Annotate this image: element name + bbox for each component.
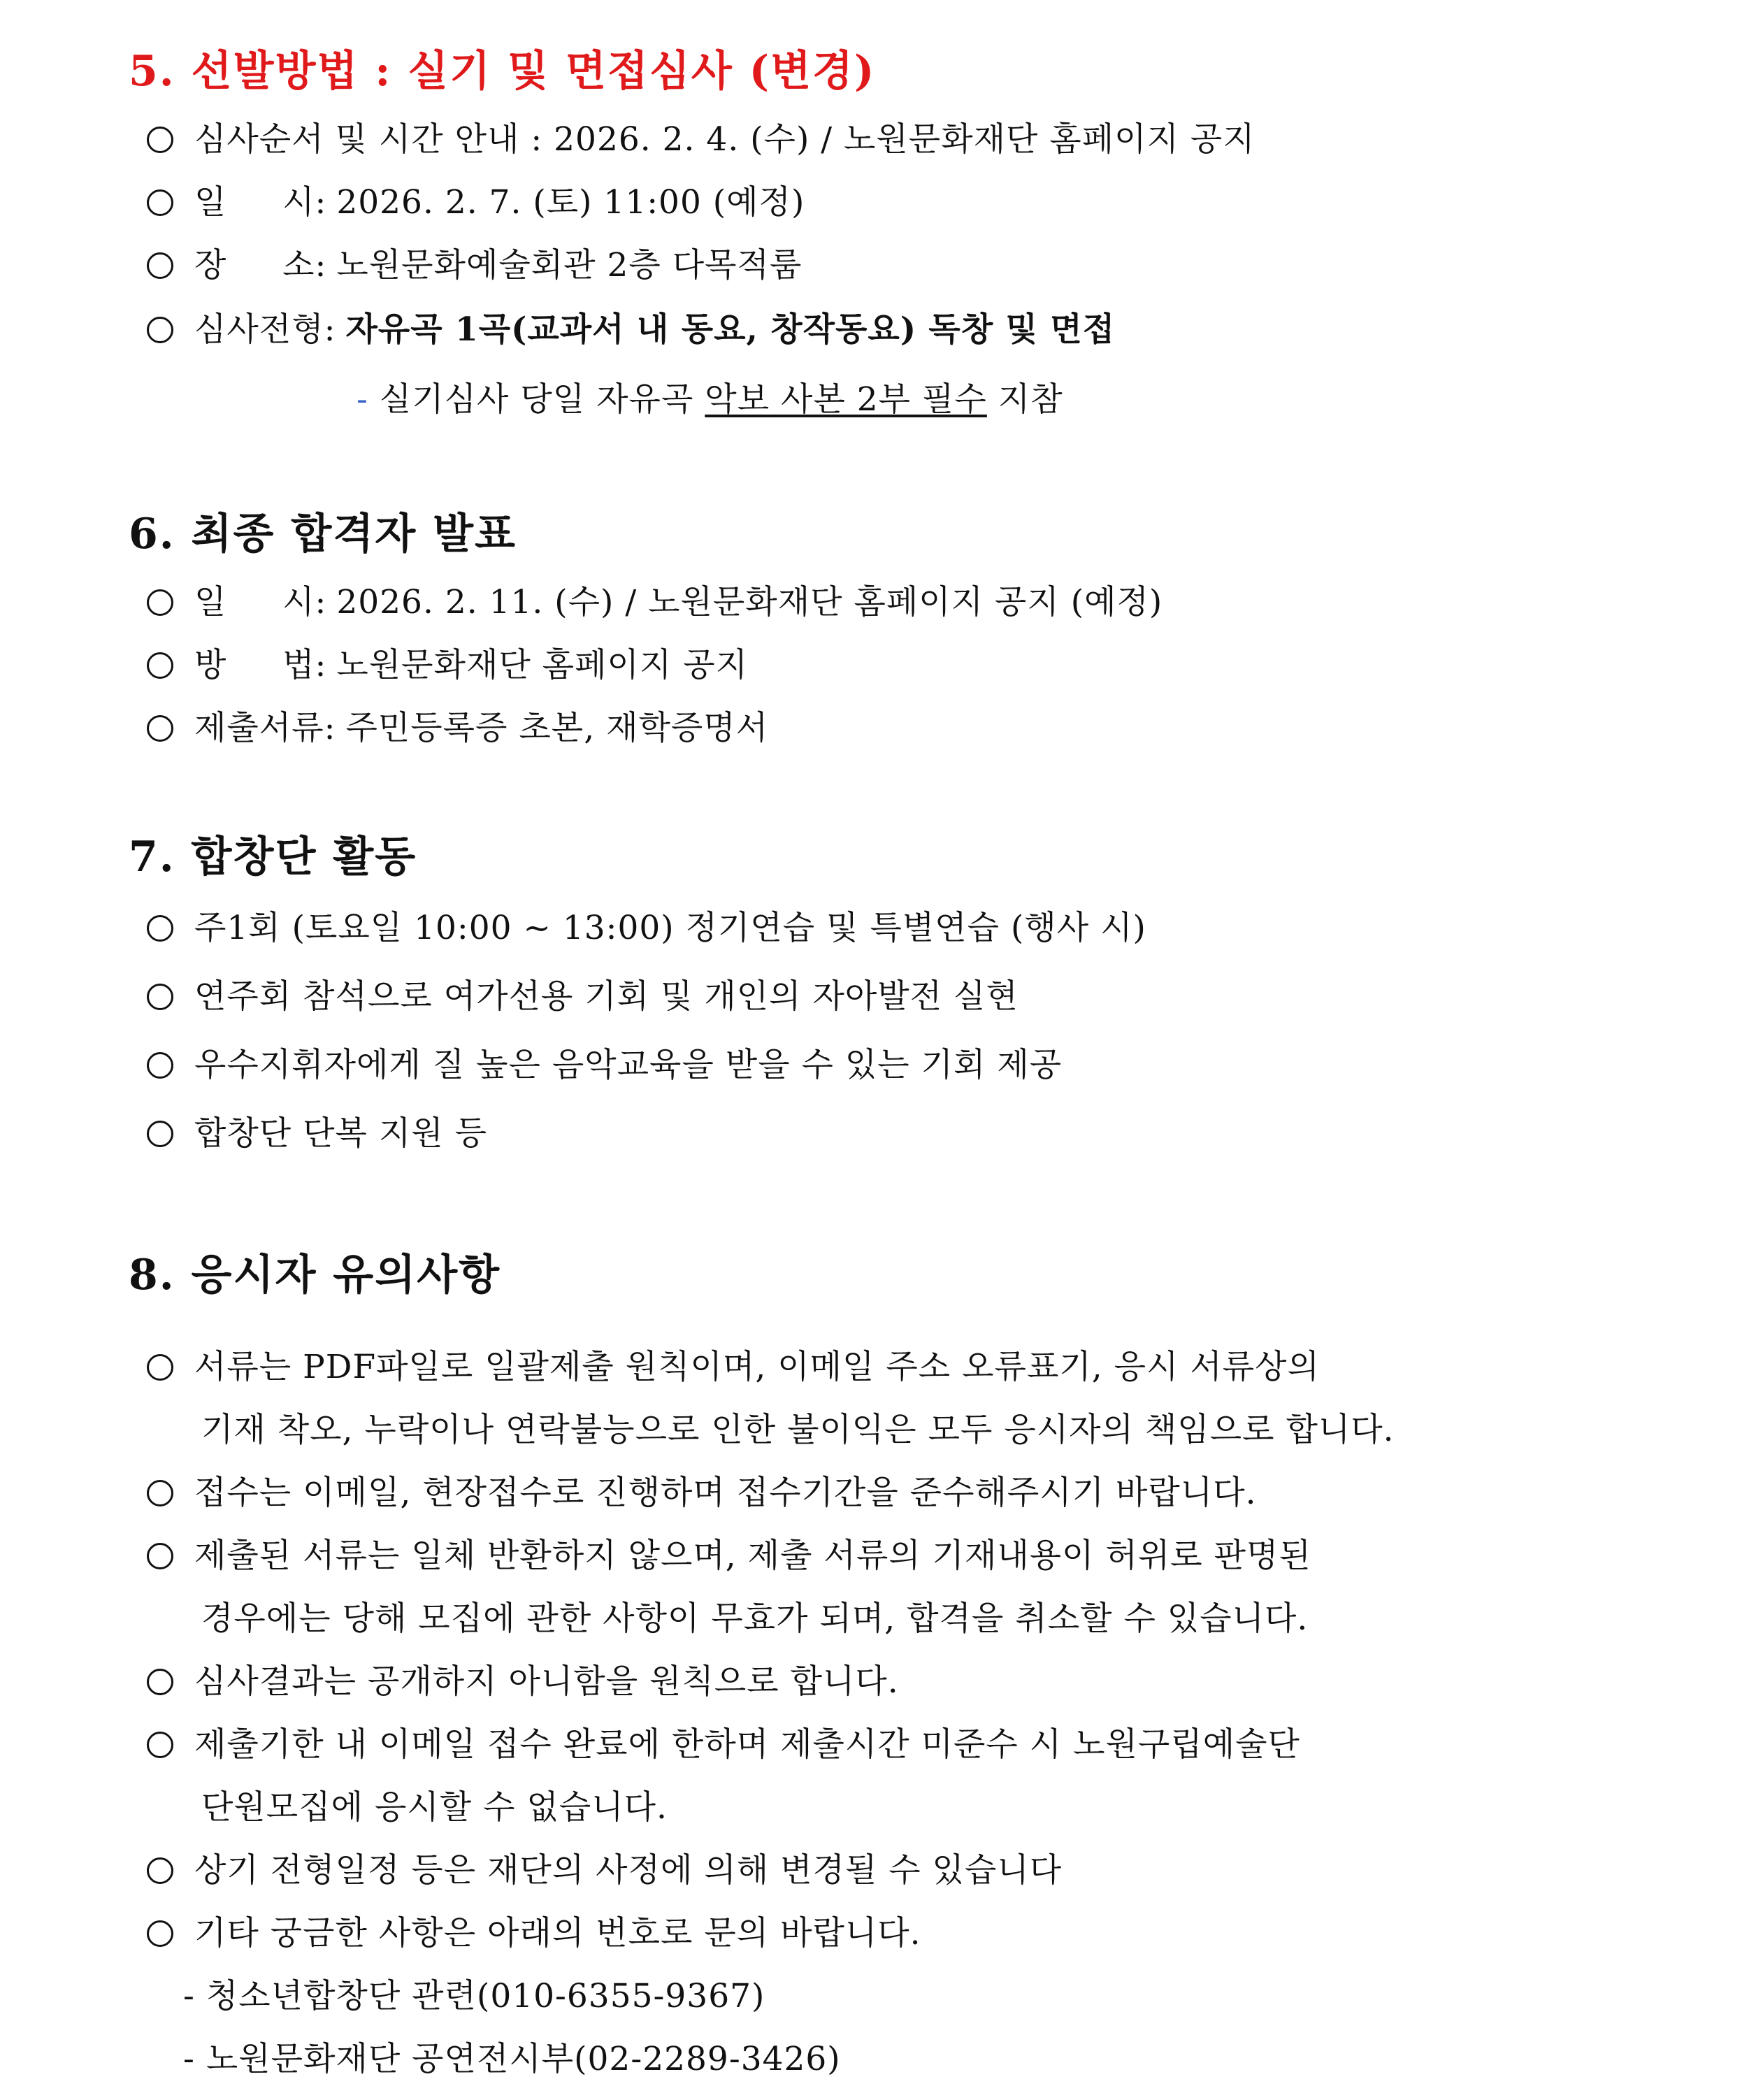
- circle-bullet-icon: [147, 317, 173, 343]
- s8-item-5-cont: 단원모집에 응시할 수 없습니다.: [201, 1788, 668, 1827]
- s8-item-3-cont: 경우에는 당해 모집에 관한 사항이 무효가 되며, 합격을 취소할 수 있습니다.: [201, 1599, 1309, 1638]
- circle-bullet-icon: [147, 589, 173, 616]
- s8-item-1: 서류는 PDF파일로 일괄제출 원칙이며, 이메일 주소 오류표기, 응시 서류상의: [147, 1345, 1320, 1390]
- contact-performance-dept: - 노원문화재단 공연전시부(02-2289-3426): [183, 2040, 841, 2078]
- s8-item-6: 상기 전형일정 등은 재단의 사정에 의해 변경될 수 있습니다: [147, 1848, 1062, 1893]
- circle-bullet-icon: [147, 1857, 173, 1884]
- circle-bullet-icon: [147, 127, 173, 153]
- circle-bullet-icon: [147, 915, 173, 942]
- section-6-title: 6. 최종 합격자 발표: [129, 510, 517, 559]
- s7-item-uniform: 합창단 단복 지원 등: [147, 1112, 487, 1156]
- s7-item-concert: 연주회 참석으로 여가선용 기회 및 개인의 자아발전 실현: [147, 975, 1019, 1019]
- circle-bullet-icon: [147, 1669, 173, 1695]
- circle-bullet-icon: [147, 1354, 173, 1381]
- s5-item-datetime: 일 시: 2026. 2. 7. (토) 11:00 (예정): [147, 180, 805, 225]
- circle-bullet-icon: [147, 1480, 173, 1506]
- s5-note: - 실기심사 당일 자유곡 악보 사본 2부 필수 지참: [357, 380, 1063, 419]
- s5-item-schedule-notice: 심사순서 및 시간 안내 : 2026. 2. 4. (수) / 노원문화재단 홈페이지 공지: [147, 117, 1255, 162]
- s7-item-practice: 주1회 (토요일 10:00 ~ 13:00) 정기연습 및 특별연습 (행사 시): [147, 906, 1146, 951]
- circle-bullet-icon: [147, 1732, 173, 1758]
- s8-item-3: 제출된 서류는 일체 반환하지 않으며, 제출 서류의 기재내용이 허위로 판명된: [147, 1534, 1311, 1578]
- circle-bullet-icon: [147, 1121, 173, 1147]
- s6-item-documents: 제출서류: 주민등록증 초본, 재학증명서: [147, 706, 768, 751]
- s8-item-4: 심사결과는 공개하지 아니함을 원칙으로 합니다.: [147, 1660, 899, 1704]
- circle-bullet-icon: [147, 189, 173, 216]
- circle-bullet-icon: [147, 652, 173, 679]
- circle-bullet-icon: [147, 1543, 173, 1569]
- section-5-title: 5. 선발방법 : 실기 및 면접심사 (변경): [129, 47, 876, 96]
- circle-bullet-icon: [147, 1052, 173, 1079]
- s6-item-method: 방 법: 노원문화재단 홈페이지 공지: [147, 643, 748, 688]
- contact-youth-choir: - 청소년합창단 관련(010-6355-9367): [183, 1977, 765, 2015]
- s7-item-education: 우수지휘자에게 질 높은 음악교육을 받을 수 있는 기회 제공: [147, 1043, 1062, 1088]
- circle-bullet-icon: [147, 1920, 173, 1947]
- section-8-title: 8. 응시자 유의사항: [129, 1251, 501, 1300]
- s8-item-7: 기타 궁금한 사항은 아래의 번호로 문의 바랍니다.: [147, 1911, 921, 1956]
- s8-item-1-cont: 기재 착오, 누락이나 연락불능으로 인한 불이익은 모두 응시자의 책임으로 합니다.: [201, 1411, 1395, 1449]
- s6-item-datetime: 일 시: 2026. 2. 11. (수) / 노원문화재단 홈페이지 공지 (예정): [147, 580, 1163, 625]
- circle-bullet-icon: [147, 252, 173, 279]
- s8-item-2: 접수는 이메일, 현장접수로 진행하며 접수기간을 준수해주시기 바랍니다.: [147, 1471, 1257, 1516]
- circle-bullet-icon: [147, 715, 173, 742]
- s5-item-venue: 장 소: 노원문화예술회관 2층 다목적룸: [147, 243, 802, 288]
- section-7-title: 7. 합창단 활동: [129, 833, 417, 882]
- s5-item-audition-type: 심사전형: 자유곡 1곡(교과서 내 동요, 창작동요) 독창 및 면접: [147, 308, 1115, 352]
- circle-bullet-icon: [147, 984, 173, 1010]
- s8-item-5: 제출기한 내 이메일 접수 완료에 한하며 제출시간 미준수 시 노원구립예술단: [147, 1723, 1300, 1767]
- underlined-requirement: 악보 사본 2부 필수: [705, 380, 987, 419]
